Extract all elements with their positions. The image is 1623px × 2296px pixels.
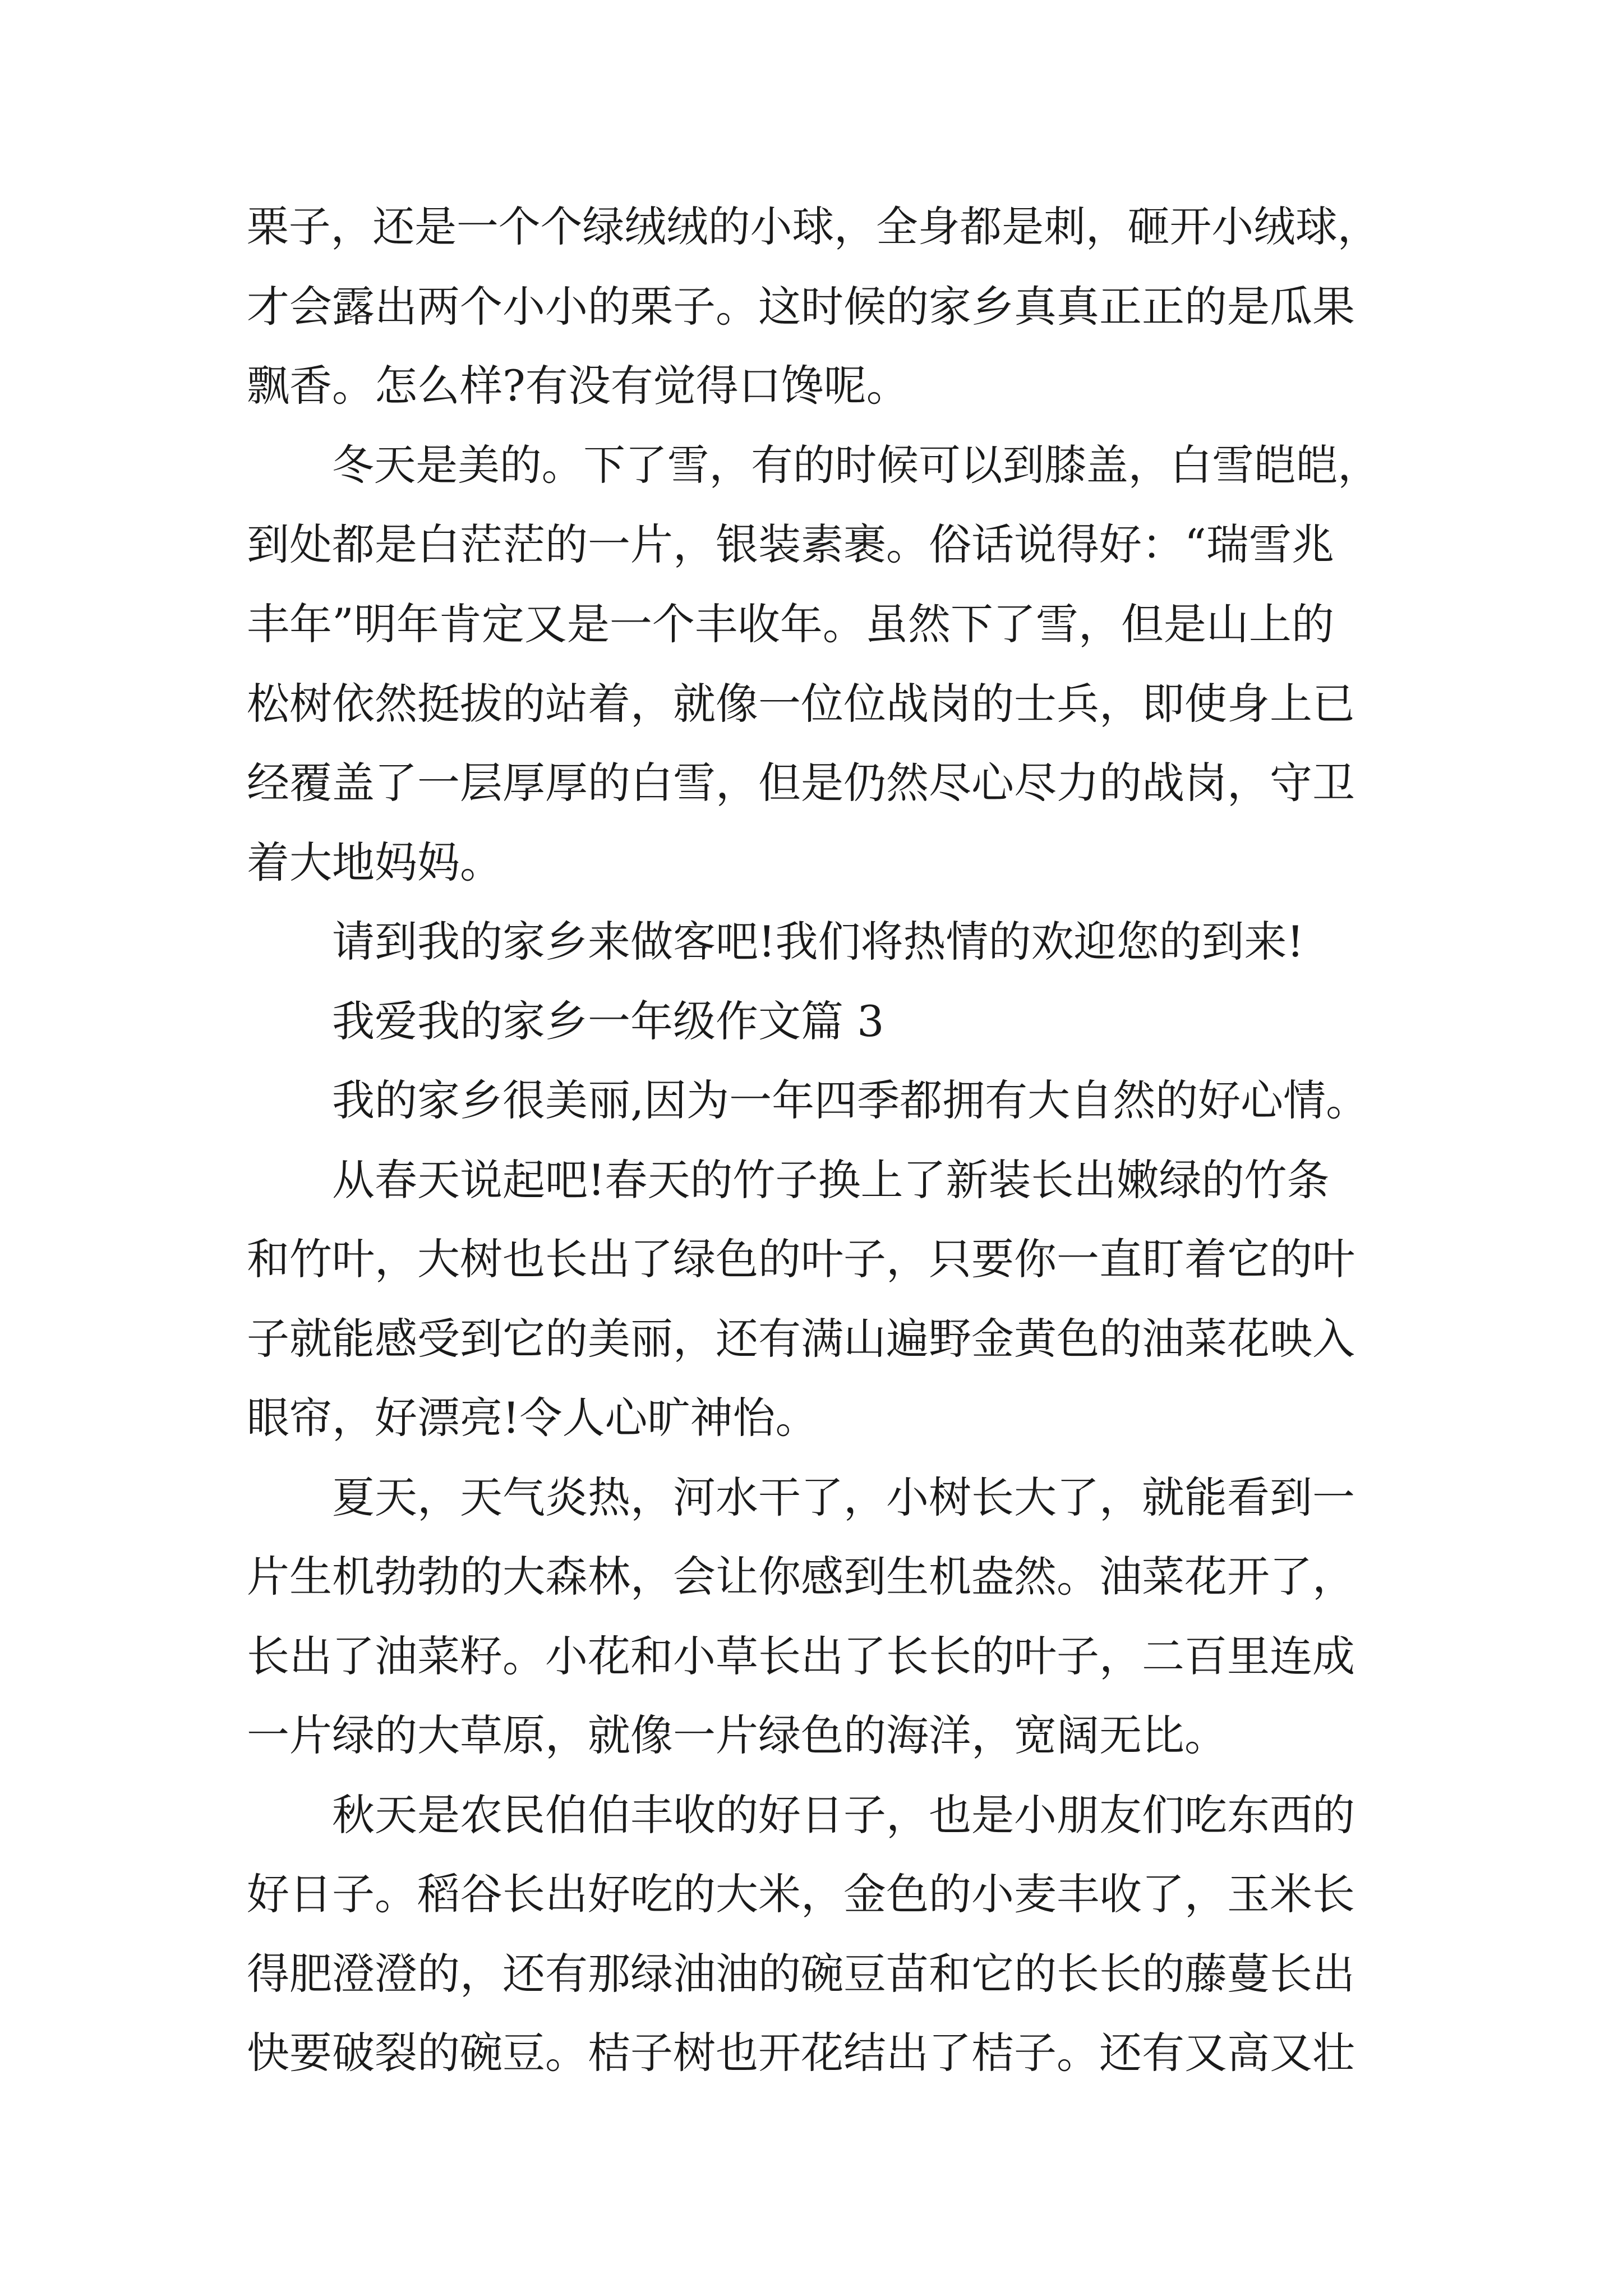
paragraph-start-line: 夏天，天气炎热，河水干了，小树长大了，就能看到一 xyxy=(332,1473,1355,1522)
text-line: 得肥澄澄的，还有那绿油油的碗豆苗和它的长长的藤蔓长出 xyxy=(247,1949,1355,1999)
text-line: 到处都是白茫茫的一片，银装素裹。俗话说得好：“瑞雪兆 xyxy=(247,519,1334,569)
text-line: 经覆盖了一层厚厚的白雪，但是仍然尽心尽力的战岗，守卫 xyxy=(247,758,1355,808)
text-line: 栗子，还是一个个绿绒绒的小球，全身都是刺，砸开小绒球， xyxy=(247,203,1380,251)
text-line: 快要破裂的碗豆。桔子树也开花结出了桔子。还有又高又壮 xyxy=(247,2028,1355,2078)
paragraph-start-line: 我的家乡很美丽,因为一年四季都拥有大自然的好心情。 xyxy=(332,1075,1369,1125)
text-line: 眼帘，好漂亮!令人心旷神怡。 xyxy=(247,1393,818,1443)
text-line: 丰年”明年肯定又是一个丰收年。虽然下了雪，但是山上的 xyxy=(247,599,1334,649)
paragraph-start-line: 请到我的家乡来做客吧!我们将热情的欢迎您的到来! xyxy=(332,917,1304,967)
text-line: 着大地妈妈。 xyxy=(247,838,502,887)
text-line: 一片绿的大草原，就像一片绿色的海洋，宽阔无比。 xyxy=(247,1710,1227,1760)
text-line: 和竹叶，大树也长出了绿色的叶子，只要你一直盯着它的叶 xyxy=(247,1234,1355,1284)
text-line: 飘香。怎么样?有没有觉得口馋呢。 xyxy=(247,361,909,411)
paragraph-start-line: 秋天是农民伯伯丰收的好日子，也是小朋友们吃东西的 xyxy=(332,1790,1355,1840)
text-line: 才会露出两个小小的栗子。这时候的家乡真真正正的是瓜果 xyxy=(247,282,1355,332)
section-heading: 我爱我的家乡一年级作文篇 3 xyxy=(332,996,884,1046)
paragraph-start-line: 从春天说起吧!春天的竹子换上了新装长出嫩绿的竹条 xyxy=(332,1155,1330,1205)
text-line: 子就能感受到它的美丽，还有满山遍野金黄色的油菜花映入 xyxy=(247,1314,1355,1364)
text-line: 松树依然挺拔的站着，就像一位位战岗的士兵，即使身上已 xyxy=(247,679,1355,729)
paragraph-start-line: 冬天是美的。下了雪，有的时候可以到膝盖，白雪皑皑， xyxy=(332,441,1380,490)
text-line: 长出了油菜籽。小花和小草长出了长长的叶子，二百里连成 xyxy=(247,1631,1355,1681)
text-line: 好日子。稻谷长出好吃的大米，金色的小麦丰收了，玉米长 xyxy=(247,1869,1355,1919)
text-line: 片生机勃勃的大森林，会让你感到生机盎然。油菜花开了， xyxy=(247,1552,1355,1602)
